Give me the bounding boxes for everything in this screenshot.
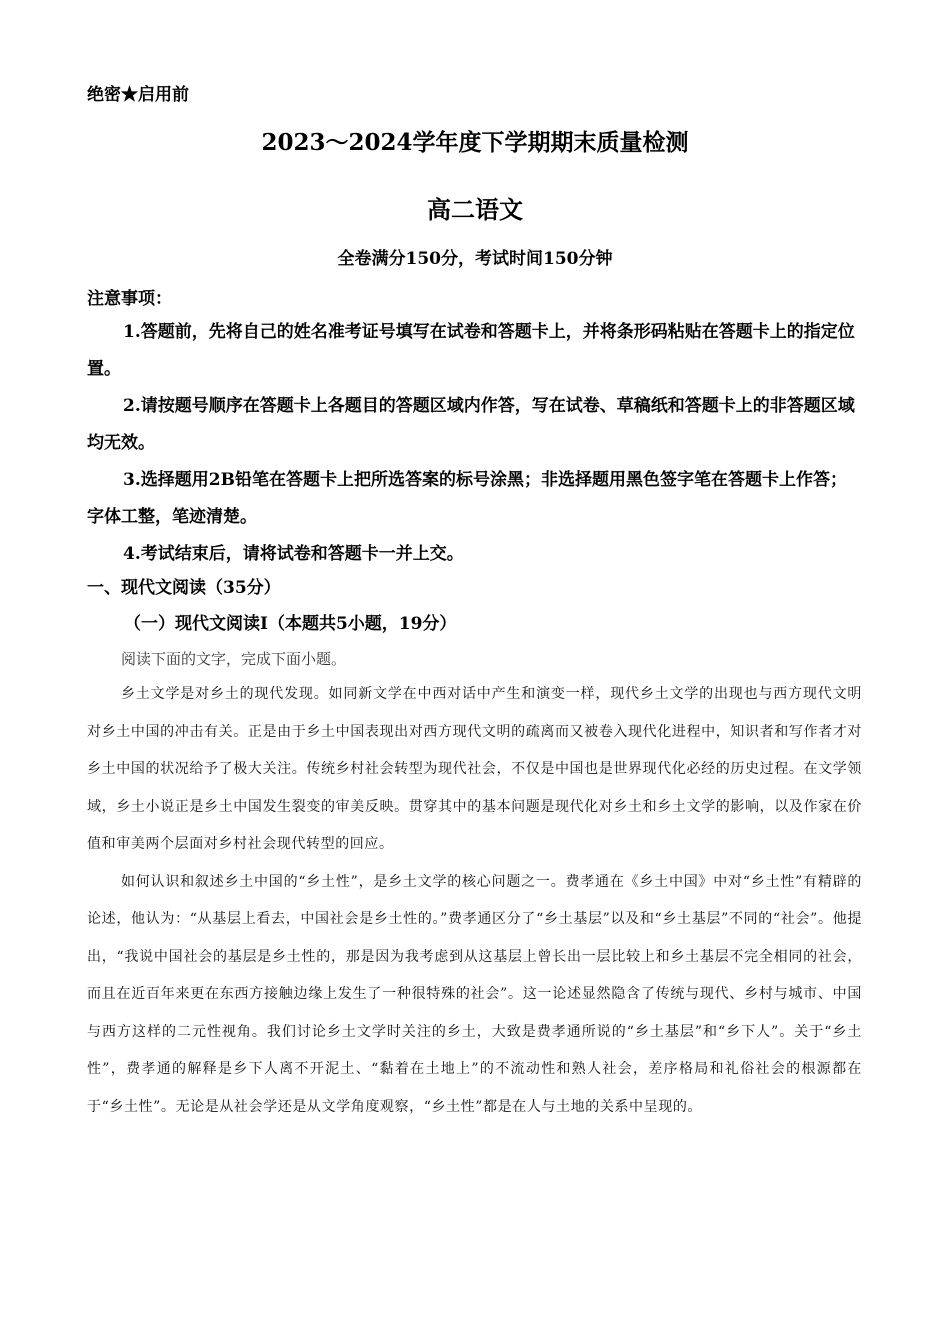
reading-passage (87, 676, 862, 1126)
reading-instruction: 阅读下面的文字，完成下面小题。 (121, 650, 347, 668)
subsection-heading: （一）现代文阅读Ⅰ（本题共5小题，19分） (124, 614, 457, 634)
confidential-label: 绝密★启用前 (87, 85, 189, 105)
notes-heading: 注意事项： (87, 289, 172, 309)
score-time-line: 全卷满分150分，考试时间150分钟 (337, 249, 613, 269)
notes-list (87, 314, 862, 573)
note-item-4: 4.考试结束后，请将试卷和答题卡一并上交。 (123, 544, 464, 564)
section-heading: 一、现代文阅读（35分） (87, 578, 281, 598)
note-item-1: 1.答题前，先将自己的姓名准考证号填写在试卷和答题卡上，并将条形码粘贴在答题卡上的指定位置。 (87, 322, 855, 379)
subject-title: 高二语文 (427, 195, 523, 224)
passage-paragraph-1: 乡土文学是对乡土的现代发现。如同新文学在中西对话中产生和演变一样，现代乡土文学的出现也与西方现代文明对乡土中国的冲击有关。正是由于乡土中国表现出对西方现代文明的疏离而又被卷入现代化进程中，知识者和写作者才对乡土中国的状况给予了极大关注。传统乡村社会转型为现代社会，不仅是中国也是世界现代化必经的历史过程。在文学领域，乡土小说正是乡土中国发生裂变的审美反映。贯穿其中的基本问题是现代化对乡土和乡土文学的影响，以及作家在价值和审美两个层面对乡村社会现代转型的回应。 (87, 686, 862, 852)
passage-paragraph-2: 如何认识和叙述乡土中国的“乡土性”，是乡土文学的核心问题之一。费孝通在《乡土中国》中对“乡土性”有精辟的论述，他认为：“从基层上看去，中国社会是乡土性的。”费孝通区分了“乡土基层”以及和“乡土基层”不同的“社会”。他提出，“我说中国社会的基层是乡土性的，那是因为我考虑到从这基层上曾长出一层比较上和乡土基层不完全相同的社会，而且在近百年来更在东西方接触边缘上发生了一种很特殊的社会”。这一论述显然隐含了传统与现代、乡村与城市、中国与西方这样的二元性视角。我们讨论乡土文学时关注的乡土，大致是费孝通所说的“乡土基层”和“乡下人”。关于“乡土性”，费孝通的解释是乡下人离不开泥土、“黏着在土地上”的不流动性和熟人社会，差序格局和礼俗社会的根源都在于“乡土性”。无论是从社会学还是从文学角度观察，“乡土性”都是在人与土地的关系中呈现的。 (87, 873, 862, 1115)
note-item-3: 3.选择题用2B铅笔在答题卡上把所选答案的标号涂黑；非选择题用黑色签字笔在答题卡上作答；字体工整，笔迹清楚。 (87, 470, 847, 527)
note-item-2: 2.请按题号顺序在答题卡上各题目的答题区域内作答，写在试卷、草稿纸和答题卡上的非答题区域均无效。 (87, 396, 855, 453)
exam-title: 2023～2024学年度下学期期末质量检测 (261, 129, 689, 156)
